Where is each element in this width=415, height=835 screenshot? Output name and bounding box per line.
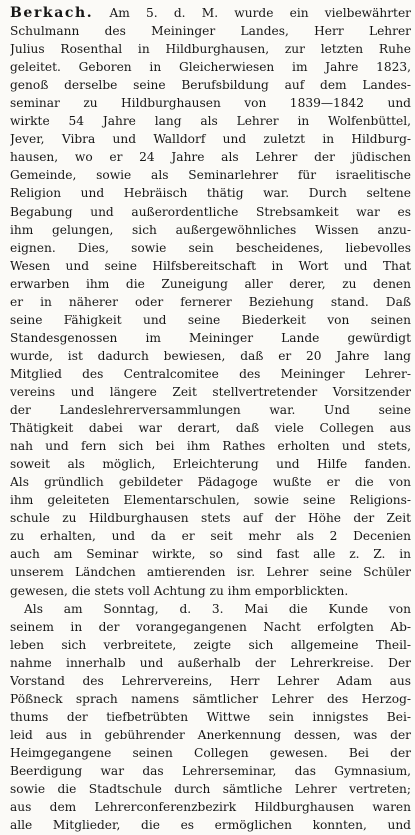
text-line: aus dem Lehrerconferenzbezirk Hildburghausen waren (10, 800, 411, 815)
text-line: Berkach. Am 5. d. M. wurde ein vielbewährter (10, 5, 411, 21)
text-line: Als gründlich gebildeter Pädagoge wußte er die von (10, 475, 411, 490)
text-line: ihm gelungen, sich außergewöhnliches Wissen anzu- (10, 222, 411, 237)
text-line: wirkte 54 Jahre lang als Lehrer in Wolfenbüttel, (10, 114, 411, 129)
text-line: zu erhalten, und da er seit mehr als 2 Decenien (10, 529, 411, 544)
text-line: Jever, Vibra und Walldorf und zuletzt in Hildburg- (10, 132, 411, 147)
text-line: alle Mitglieder, die es ermöglichen konnten, und (10, 818, 411, 833)
article (10, 4, 411, 834)
text-line: vereins und längere Zeit stellvertretender Vorsitzender (10, 384, 411, 399)
text-line: Pößneck sprach namens sämtlicher Lehrer des Herzog- (10, 691, 411, 706)
text-line: erwarben ihm die Zuneigung aller derer, zu denen (10, 276, 411, 291)
text-line: soweit als möglich, Erleichterung und Hilfe fanden. (10, 457, 411, 472)
text-line: seminar zu Hildburghausen von 1839—1842 und (10, 96, 411, 111)
text-line: auch am Seminar wirkte, so sind fast alle z. Z. in (10, 547, 411, 562)
text-line: er in näherer oder fernerer Beziehung stand. Daß (10, 294, 411, 309)
text-line: Standesgenossen im Meininger Lande gewürdigt (10, 330, 411, 345)
text-line: unserem Ländchen amtierenden isr. Lehrer seine Schüler (10, 565, 411, 580)
text-line: Beerdigung war das Lehrerseminar, das Gymnasium, (10, 763, 411, 778)
text-line: Religion und Hebräisch thätig war. Durch seltene (10, 186, 411, 201)
text-line: nahme innerhalb und außerhalb der Lehrerkreise. Der (10, 655, 411, 670)
paragraph-2 (10, 600, 411, 835)
text-line: Als am Sonntag, d. 3. Mai die Kunde von (24, 601, 411, 616)
text-line: thums der tiefbetrübten Wittwe sein innigstes Bei- (10, 709, 411, 724)
text-line: seinem in der vorangegangenen Nacht erfolgten Ab- (10, 619, 411, 634)
text-line: Wesen und seine Hilfsbereitschaft in Wort und That (10, 258, 411, 273)
text-line: gewesen, die stets voll Achtung zu ihm emporblickten. (10, 583, 349, 598)
text-line: der Landeslehrerversammlungen war. Und seine (10, 403, 411, 418)
text-line: Begabung und außerordentliche Strebsamkeit war es (10, 204, 411, 219)
text-line: leid aus in gebührender Anerkennung dessen, was der (10, 727, 411, 742)
text-line: eignen. Dies, sowie sein bescheidenes, liebevolles (10, 240, 411, 255)
dateline: Berkach. (10, 5, 94, 21)
text-line: Julius Rosenthal in Hildburghausen, zur letzten Ruhe (10, 42, 411, 57)
text-line: Gemeinde, sowie als Seminarlehrer für israelitische (10, 168, 411, 183)
text-line: sowie die Stadtschule durch sämtliche Lehrer vertreten; (10, 782, 411, 797)
text-line: Thätigkeit dabei war derart, daß viele Collegen aus (10, 421, 411, 436)
text-line: nah und fern sich bei ihm Rathes erholten und stets, (10, 439, 411, 454)
text-line: Heimgegangene seinen Collegen gewesen. Bei der (10, 745, 411, 760)
text-line: Mitglied des Centralcomitee des Meininger Lehrer- (10, 366, 411, 381)
text-line: schule zu Hildburghausen stets auf der Höhe der Zeit (10, 511, 411, 526)
text-line: wurde, ist dadurch bewiesen, daß er 20 Jahre lang (10, 348, 411, 363)
text-line: Vorstand des Lehrervereins, Herr Lehrer Adam aus (10, 673, 411, 688)
text-line: leben sich verbreitete, zeigte sich allgemeine Theil- (10, 637, 411, 652)
text-line: Schulmann des Meininger Landes, Herr Lehrer (10, 24, 411, 39)
text-line: ihm geleiteten Elementarschulen, sowie seine Religions- (10, 493, 411, 508)
text-line: seine Fähigkeit und seine Biederkeit von seinen (10, 312, 411, 327)
text-line: hausen, wo er 24 Jahre als Lehrer der jüdischen (10, 150, 411, 165)
text-line: geleitet. Geboren in Gleicherwiesen im Jahre 1823, (10, 60, 411, 75)
paragraph-1 (10, 4, 411, 600)
text-line: genoß derselbe seine Berufsbildung auf dem Landes- (10, 78, 411, 93)
